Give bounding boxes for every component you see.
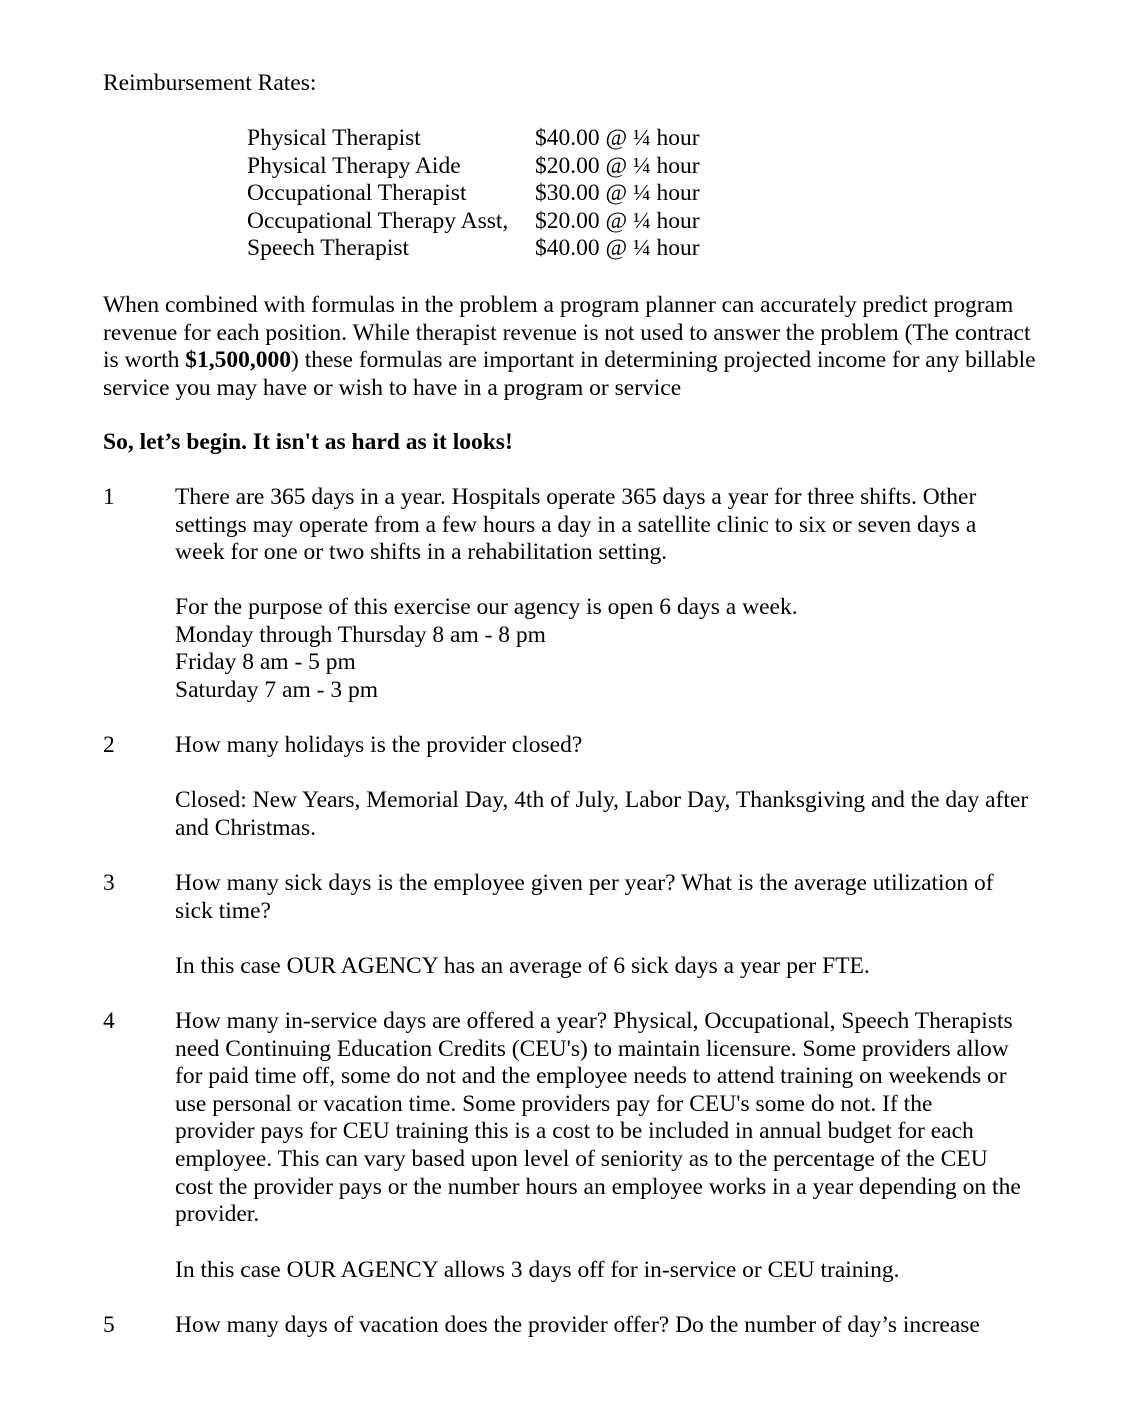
section-heading: Reimbursement Rates:	[103, 70, 317, 96]
intro-line: service you may have or wish to have in a program or service	[103, 374, 682, 401]
text-line: Saturday 7 am - 3 pm	[175, 676, 378, 703]
intro-text: ) these formulas are important in determining projected income for any billable	[291, 347, 1036, 374]
item-answer	[175, 594, 1045, 704]
text-line: In this case OUR AGENCY has an average of 6 sick days a year per FTE.	[175, 953, 870, 979]
text-line: need Continuing Education Credits (CEU's) to maintain licensure. Some providers allow	[175, 1035, 1009, 1062]
text-line: How many sick days is the employee given per year? What is the average utilization of	[175, 870, 994, 896]
text-line: In this case OUR AGENCY allows 3 days off for in-service or CEU training.	[175, 1257, 900, 1283]
text-line: and Christmas.	[175, 814, 316, 841]
rate-position: Occupational Therapist	[247, 180, 467, 207]
rate-value: $40.00 @ ¼ hour	[535, 125, 700, 151]
rate-position: Occupational Therapy Asst,	[247, 207, 509, 234]
text-line: How many days of vacation does the provider offer? Do the number of day’s increase	[175, 1312, 980, 1338]
item-number: 5	[103, 1312, 115, 1338]
intro-line	[103, 347, 1043, 375]
intro-paragraph	[103, 292, 1043, 402]
item-answer	[175, 953, 1045, 981]
intro-line: revenue for each position. While therapist revenue is not used to answer the problem (The contract	[103, 319, 1031, 346]
rate-position: Speech Therapist	[247, 235, 410, 262]
item-number: 4	[103, 1008, 115, 1034]
item-number: 3	[103, 870, 115, 896]
text-line: sick time?	[175, 897, 271, 924]
rate-row	[247, 235, 700, 263]
rate-value: $40.00 @ ¼ hour	[535, 235, 700, 262]
text-line: use personal or vacation time. Some providers pay for CEU's some do not. If the	[175, 1090, 933, 1117]
contract-amount: $1,500,000	[185, 347, 291, 374]
rate-value: $20.00 @ ¼ hour	[535, 207, 700, 234]
text-line: How many in-service days are offered a year? Physical, Occupational, Speech Therapists	[175, 1008, 1013, 1034]
rate-row	[247, 153, 700, 181]
rate-position: Physical Therapy Aide	[247, 152, 461, 179]
reimbursement-rates-table	[247, 125, 700, 263]
text-line: Closed: New Years, Memorial Day, 4th of July, Labor Day, Thanksgiving and the day after	[175, 787, 1029, 813]
rate-row	[247, 208, 700, 236]
item-number: 1	[103, 484, 115, 510]
text-line: employee. This can vary based upon level of seniority as to the percentage of the CEU	[175, 1145, 988, 1172]
item-answer	[175, 1257, 1045, 1285]
rate-value: $30.00 @ ¼ hour	[535, 180, 700, 207]
intro-line: When combined with formulas in the problem a program planner can accurately predict program	[103, 292, 1014, 318]
text-line: For the purpose of this exercise our agency is open 6 days a week.	[175, 594, 798, 620]
item-question	[175, 870, 1045, 925]
text-line: How many holidays is the provider closed?	[175, 732, 583, 758]
item-number: 2	[103, 732, 115, 758]
rate-row	[247, 125, 700, 153]
item-question	[175, 484, 1045, 567]
text-line: provider.	[175, 1201, 260, 1228]
rate-value: $20.00 @ ¼ hour	[535, 152, 700, 179]
item-question	[175, 1008, 1045, 1229]
rate-row	[247, 180, 700, 208]
text-line: cost the provider pays or the number hours an employee works in a year depending on the	[175, 1173, 1021, 1200]
text-line: Monday through Thursday 8 am - 8 pm	[175, 621, 546, 648]
text-line: Friday 8 am - 5 pm	[175, 649, 356, 676]
text-line: week for one or two shifts in a rehabilitation setting.	[175, 539, 668, 566]
item-question	[175, 732, 1045, 760]
intro-text: is worth	[103, 347, 186, 374]
text-line: provider pays for CEU training this is a cost to be included in annual budget for each	[175, 1118, 974, 1145]
item-question	[175, 1312, 1045, 1340]
text-line: for paid time off, some do not and the employee needs to attend training on weekends or	[175, 1063, 1007, 1090]
begin-heading: So, let’s begin. It isn't as hard as it looks!	[103, 429, 513, 455]
rate-position: Physical Therapist	[247, 125, 421, 151]
text-line: settings may operate from a few hours a day in a satellite clinic to six or seven days a	[175, 511, 977, 538]
item-answer	[175, 787, 1045, 842]
text-line: There are 365 days in a year. Hospitals operate 365 days a year for three shifts. Other	[175, 484, 977, 510]
